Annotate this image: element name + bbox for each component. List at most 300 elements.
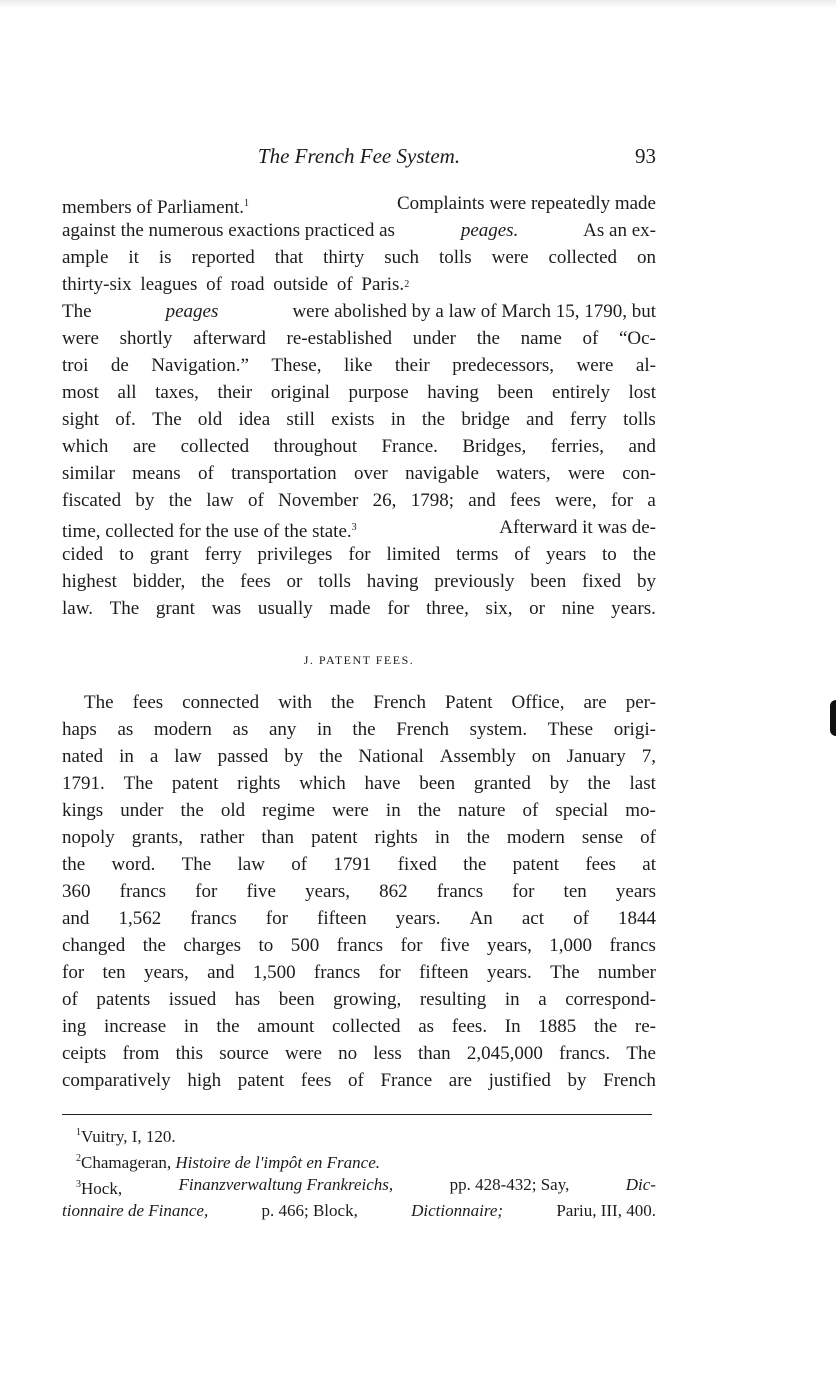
word: ferries, (550, 436, 605, 457)
word: than (417, 1043, 451, 1064)
text-line (62, 770, 656, 797)
word: afterward (193, 328, 266, 349)
word: Office, (511, 692, 565, 713)
word: francs (436, 881, 484, 902)
word: still (286, 409, 315, 430)
word: 26, (372, 490, 397, 511)
word: collected (548, 247, 618, 268)
word: exists (331, 409, 375, 430)
text-line (62, 797, 656, 824)
footnote-ref: 2 (404, 279, 410, 290)
word: five (246, 881, 276, 902)
word: was (211, 598, 242, 619)
word: grants, (131, 827, 183, 848)
word: for (378, 962, 401, 983)
word: al- (635, 355, 656, 376)
word: purpose (348, 382, 409, 403)
word: of. (115, 409, 136, 430)
word: The (626, 1043, 656, 1064)
word: less (373, 1043, 402, 1064)
word: and (207, 962, 235, 983)
word: their (394, 355, 430, 376)
word: high (187, 1070, 222, 1091)
text-line (62, 959, 656, 986)
word: re-established (286, 328, 393, 349)
word: were (491, 247, 529, 268)
word: are (448, 1070, 472, 1091)
word: The (123, 773, 154, 794)
word: law (206, 490, 234, 511)
word: fees. (451, 1016, 488, 1037)
word: ferry (204, 544, 242, 565)
word: the (319, 746, 343, 767)
binding-mark (830, 700, 836, 736)
word: law. (62, 598, 93, 619)
word: French (603, 1070, 656, 1091)
word: a (538, 989, 547, 1010)
text-line (62, 325, 656, 352)
word: lost (628, 382, 656, 403)
word: 1885 (538, 1016, 577, 1037)
word: Bridges, (462, 436, 527, 457)
text-line (62, 986, 656, 1013)
text-line (62, 460, 656, 487)
word: under (412, 328, 457, 349)
word: France (380, 1070, 433, 1091)
word: or (529, 598, 545, 619)
word: a (149, 746, 159, 767)
text-line (62, 851, 656, 878)
word: special (555, 800, 609, 821)
word: fees (240, 571, 271, 592)
word: three, (426, 598, 469, 619)
word: comparatively (62, 1070, 171, 1091)
word: were (62, 328, 99, 349)
text-line (62, 824, 656, 851)
word: by (549, 773, 569, 794)
word: and (62, 908, 90, 929)
word: a (647, 490, 656, 511)
word: which (62, 436, 109, 457)
word: of (573, 908, 589, 929)
word: The (181, 854, 212, 875)
word: connected (182, 692, 260, 713)
page-body (62, 190, 656, 1094)
word: tolls (318, 571, 351, 592)
word: idea (238, 409, 271, 430)
word: waters, (496, 463, 551, 484)
word: 1,000 (549, 935, 593, 956)
word: their (217, 382, 253, 403)
word: thirty (323, 247, 365, 268)
word: five (440, 935, 470, 956)
word: 1791 (333, 854, 372, 875)
word: any (268, 719, 297, 740)
word: by (284, 746, 304, 767)
word: resulting (419, 989, 487, 1010)
footnote-ref: 3 (351, 522, 357, 533)
word: 862 (379, 881, 408, 902)
word: for (387, 598, 410, 619)
word: modern (506, 827, 565, 848)
word: in (317, 719, 332, 740)
word: name (520, 328, 562, 349)
word: per- (625, 692, 656, 713)
word: regime (262, 800, 315, 821)
word: con- (622, 463, 656, 484)
word: collected (180, 436, 250, 457)
word: kings (62, 800, 104, 821)
word: 1,500 (252, 962, 296, 983)
word: by (135, 490, 155, 511)
word: changed (62, 935, 126, 956)
footnote-3-continued: tionnaire de Finance, p. 466; Block, Dictionnaire; Pariu, III, 400. (62, 1201, 656, 1220)
word: grant (155, 598, 195, 619)
word: most (62, 382, 99, 403)
word: tolls (438, 247, 472, 268)
word: nine (561, 598, 595, 619)
word: An (469, 908, 493, 929)
word: tolls (623, 409, 656, 430)
word: the (142, 935, 166, 956)
word: the (201, 571, 225, 592)
word: the (62, 854, 86, 875)
word: number (597, 962, 656, 983)
word: justified (488, 1070, 551, 1091)
word: no (338, 1043, 358, 1064)
word: it (128, 247, 139, 268)
word: francs (609, 935, 656, 956)
word: troi (62, 355, 89, 376)
word: years, (487, 935, 532, 956)
word: and (526, 409, 554, 430)
word: French (396, 719, 449, 740)
word: were, (554, 490, 597, 511)
word: 7, (641, 746, 656, 767)
word: shortly (119, 328, 173, 349)
word: de (110, 355, 129, 376)
word: These (547, 719, 594, 740)
word: haps (62, 719, 97, 740)
word: the (476, 328, 500, 349)
word: for (512, 881, 535, 902)
word: 1844 (617, 908, 656, 929)
word: as (418, 1016, 435, 1037)
word: November (278, 490, 359, 511)
word: reported (191, 247, 255, 268)
word: The (84, 692, 114, 713)
word: for (265, 908, 288, 929)
word: old (220, 800, 246, 821)
word: the (632, 544, 656, 565)
footnote-rule (62, 1114, 652, 1115)
word: have (364, 773, 401, 794)
running-title: The French Fee System. (257, 144, 461, 168)
word: grant (149, 544, 189, 565)
word: in (119, 746, 134, 767)
word: on (531, 746, 551, 767)
page-header (62, 144, 656, 174)
word: patent (512, 854, 560, 875)
word: the (593, 1016, 618, 1037)
word: is (158, 247, 172, 268)
word: patent (171, 773, 219, 794)
word: having (366, 571, 419, 592)
word: 1798; (410, 490, 454, 511)
text-line (62, 595, 656, 622)
word: are (583, 692, 607, 713)
word: having (427, 382, 479, 403)
word: to (258, 935, 274, 956)
text-line (62, 487, 656, 514)
word: for (610, 490, 634, 511)
word: of (291, 854, 308, 875)
word: act (521, 908, 545, 929)
word: France. (381, 436, 438, 457)
word: fixed (582, 571, 622, 592)
word: for (62, 962, 85, 983)
word: means (132, 463, 181, 484)
word: by (636, 571, 656, 592)
word: to (602, 544, 617, 565)
word: the (587, 773, 611, 794)
word: for (400, 935, 423, 956)
word: this (175, 1043, 204, 1064)
word: years. (395, 908, 441, 929)
word: patent (311, 827, 358, 848)
word: transportation (231, 463, 337, 484)
word: The (109, 598, 140, 619)
word: privileges (257, 544, 333, 565)
text-line (62, 568, 656, 595)
word: under (120, 800, 164, 821)
word: the (168, 490, 192, 511)
word: were (567, 463, 605, 484)
word: 2,045,000 (466, 1043, 543, 1064)
word: The (152, 409, 182, 430)
word: patent (237, 1070, 285, 1091)
word: like (343, 355, 373, 376)
scan-edge-shadow (0, 0, 836, 8)
word: been (497, 382, 534, 403)
footnote-ref: 1 (244, 198, 250, 209)
text-line (62, 1013, 656, 1040)
word: ample (62, 247, 109, 268)
word: granted (473, 773, 531, 794)
word: origi- (613, 719, 656, 740)
word: of (197, 463, 214, 484)
word: fiscated (62, 490, 122, 511)
word: limited (386, 544, 441, 565)
word: source (219, 1043, 269, 1064)
word: ten (563, 881, 587, 902)
word: of (348, 1070, 364, 1091)
word: has (234, 989, 261, 1010)
word: the (216, 1016, 240, 1037)
word: fees (585, 854, 616, 875)
word: amount (257, 1016, 315, 1037)
word: rights (237, 773, 281, 794)
word: and (468, 490, 496, 511)
word: Navigation.” (151, 355, 249, 376)
word: on (636, 247, 656, 268)
word: as (117, 719, 134, 740)
footnote-1: $^1$Vuitry, I, 120. (76, 1127, 176, 1146)
word: such (384, 247, 420, 268)
word: correspond- (565, 989, 656, 1010)
text-line (62, 1067, 656, 1094)
word: were (331, 800, 369, 821)
word: than (261, 827, 295, 848)
word: previously (434, 571, 515, 592)
word: charges (183, 935, 242, 956)
word: terms (456, 544, 499, 565)
word: mo- (625, 800, 656, 821)
word: rather (200, 827, 245, 848)
word: of (514, 544, 531, 565)
word: The (550, 962, 580, 983)
word: law (174, 746, 202, 767)
word: years. (611, 598, 656, 619)
word: issued (168, 989, 217, 1010)
text-line: The peages were abolished by a law of March 15, 1790, but (62, 301, 656, 322)
text-line: time, collected for the use of the state.$^3$ Afterward it was de- (62, 517, 656, 541)
word: six, (485, 598, 513, 619)
text-line: members of Parliament.$^1$ Complaints were repeatedly made (62, 193, 656, 217)
word: been (530, 571, 567, 592)
word: fifteen (317, 908, 367, 929)
text-line (62, 541, 656, 568)
text-line (62, 379, 656, 406)
text-line (62, 878, 656, 905)
word: from (122, 1043, 160, 1064)
word: bidder, (132, 571, 186, 592)
word: sight (62, 409, 99, 430)
word: nated (62, 746, 104, 767)
word: rights (374, 827, 418, 848)
word: for (348, 544, 371, 565)
word: which (299, 773, 346, 794)
word: nature (458, 800, 506, 821)
word: in (390, 409, 406, 430)
text-line: against the numerous exactions practiced as peages. As an ex- (62, 220, 656, 241)
word: collected (331, 1016, 401, 1037)
word: francs (313, 962, 361, 983)
word: last (629, 773, 656, 794)
word: years, (143, 962, 189, 983)
word: francs (190, 908, 237, 929)
word: the (421, 409, 446, 430)
word: bridge (461, 409, 510, 430)
word: years. (486, 962, 532, 983)
word: at (642, 854, 656, 875)
word: highest (62, 571, 117, 592)
word: fees (300, 1070, 332, 1091)
word: 1,562 (118, 908, 162, 929)
word: increase (103, 1016, 167, 1037)
word: that (274, 247, 304, 268)
word: January (566, 746, 626, 767)
word: over (354, 463, 388, 484)
word: the (331, 692, 355, 713)
text-line (62, 743, 656, 770)
footnote-3: $^3$Hock, Finanzverwaltung Frankreichs, pp. 428-432; Say, Dic- (76, 1175, 656, 1198)
word: are (132, 436, 157, 457)
word: made (329, 598, 371, 619)
word: 1791. (62, 773, 105, 794)
word: were (285, 1043, 322, 1064)
word: navigable (405, 463, 479, 484)
word: original (270, 382, 330, 403)
word: entirely (551, 382, 610, 403)
page-number: 93 (635, 144, 656, 168)
word: by (567, 1070, 587, 1091)
word: National (358, 746, 424, 767)
word: the (463, 854, 487, 875)
text-line (62, 932, 656, 959)
word: throughout (273, 436, 358, 457)
word: were (576, 355, 614, 376)
word: taxes, (155, 382, 199, 403)
word: “Oc- (618, 328, 656, 349)
word: modern (153, 719, 212, 740)
text-line (62, 433, 656, 460)
word: years, (305, 881, 350, 902)
word: In (504, 1016, 521, 1037)
word: ten (102, 962, 126, 983)
word: 500 (290, 935, 320, 956)
word: similar (62, 463, 115, 484)
word: fees (132, 692, 164, 713)
word: in (504, 989, 520, 1010)
text-line (62, 352, 656, 379)
word: and (628, 436, 656, 457)
word: ferry (569, 409, 607, 430)
word: These, (271, 355, 322, 376)
word: re- (634, 1016, 656, 1037)
word: of (247, 490, 264, 511)
word: Patent (445, 692, 493, 713)
word: 360 (62, 881, 91, 902)
footnote-2: $^2$Chamageran, Histoire de l'impôt en France. (76, 1153, 381, 1172)
word: French (373, 692, 426, 713)
word: patents (96, 989, 151, 1010)
word: of (62, 989, 78, 1010)
text-line (62, 244, 656, 271)
word: in (385, 800, 401, 821)
word: with (278, 692, 312, 713)
section-heading: J. PATENT FEES. (303, 653, 415, 667)
word: usually (257, 598, 313, 619)
word: as (232, 719, 249, 740)
word: system. (469, 719, 528, 740)
word: fees (510, 490, 541, 511)
text-line (62, 1040, 656, 1067)
word: of (640, 827, 656, 848)
word: the (417, 800, 441, 821)
word: in (434, 827, 450, 848)
word: or (286, 571, 303, 592)
word: law (237, 854, 265, 875)
word: years (546, 544, 587, 565)
text-line (62, 905, 656, 932)
word: in (183, 1016, 199, 1037)
footnotes (62, 1120, 656, 1224)
word: the (352, 719, 376, 740)
word: the (180, 800, 204, 821)
word: nopoly (62, 827, 115, 848)
word: old (197, 409, 223, 430)
